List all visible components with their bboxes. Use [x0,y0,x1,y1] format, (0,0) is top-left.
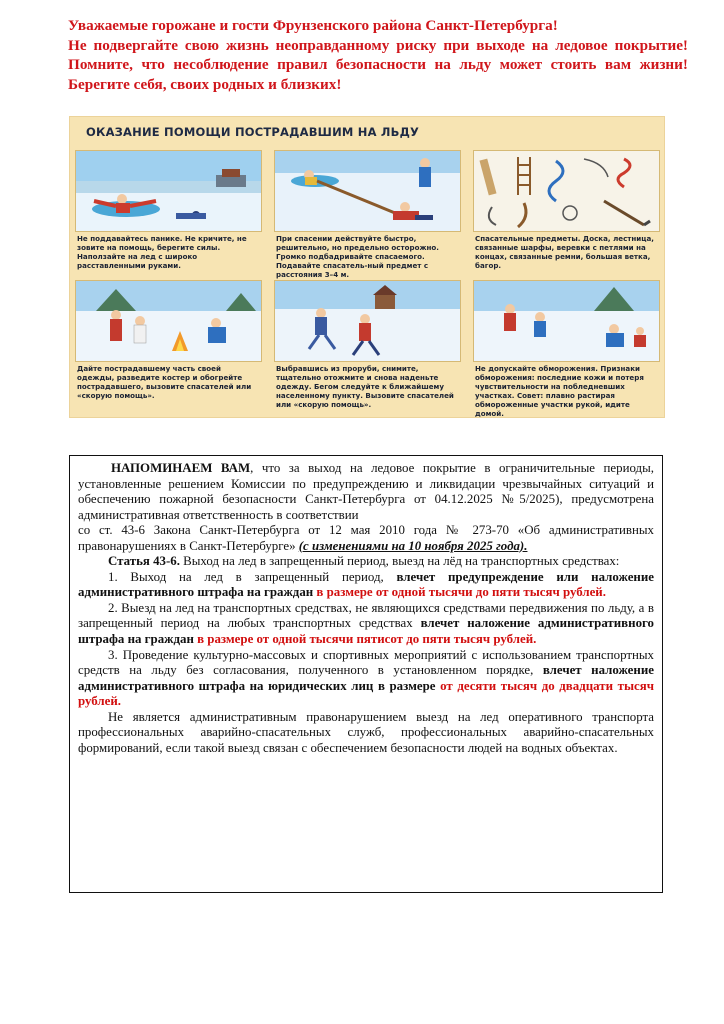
illustration-rescue-with-board [274,150,461,232]
illustration-rescue-items [473,150,660,232]
fine-amount-2: в размере от одной тысячи пятисот до пяти тысяч рублей. [197,632,537,647]
poster-caption-5: Выбравшись из проруби, снимите, тщательно отожмите и снова наденьте одежду. Бегом следуйте к ближайшему населенному пункту. Вызовите спасателей или «скорую помощь». [276,364,454,409]
poster-tile-6 [473,280,660,418]
poster-caption-4: Дайте пострадавшему часть своей одежды, разведите костер и обогрейте пострадавшего, вызовите спасателей или «скорую помощь». [77,364,252,400]
poster-caption-3: Спасательные предметы. Доска, лестница, связанные шарфы, веревки с петлями на концах, связанные ремни, большая ветка, багор. [475,234,655,270]
legal-notice-box [69,455,663,893]
notice-paragraph-law: со ст. 43-6 Закона Санкт-Петербурга от 12 мая 2010 года № 273-70 «Об административных правонарушениях в Санкт-Петербурге» (с изменениями на 10 ноября 2025 года). [78,523,654,553]
illustration-crawl-on-ice [75,150,262,232]
notice-clause-2: 2. Выезд на лед на транспортных средствах, не являющихся средствами передвижения по льду, а в запрещенный период на любых транспортных средствах влечет наложение административного штрафа на граждан в размере от одной тысячи пятисот до пяти тысяч рублей. [78,600,654,647]
poster-tile-5 [274,280,461,411]
poster-tile-3 [473,150,660,281]
poster-tile-4 [75,280,262,411]
poster-caption-2: При спасении действуйте быстро, решительно, но предельно осторожно. Громко подбадривайте спасаемого. Подавайте спасатель-ный предмет с расстояния 3–4 м. [276,234,439,279]
poster-caption-6: Не допускайте обморожения. Признаки обморожения: последние кожи и потеря чувствительности на побледневших участках. Совет: плавно растирая обмороженные участки рукой, идите домой. [475,364,644,418]
poster-tile-1 [75,150,262,281]
notice-exception: Не является административным правонарушением выезд на лед оперативного транспорта профессиональных аварийно-спасательных служб, профессиональных аварийно-спасательных формирований, если такой выезд связан с обеспечением безопасности людей на водных объектах. [78,709,654,755]
law-amendment-note: (с изменениями на 10 ноября 2025 года). [298,538,528,553]
appeal-warning: Не подвергайте свою жизнь неоправданному риску при выходе на ледовое покрытие! Помните, что несоблюдение правил безопасности на льду может стоить вам жизни! Берегите себя, своих родных и близких! [68,36,688,93]
notice-clause-3: 3. Проведение культурно-массовых и спортивных мероприятий с использованием транспортных средств на льду без согласования, полученного в установленном порядке, влечет наложение административного штрафа на юридических лиц в размере от десяти тысяч до двадцати тысяч рублей. [78,647,654,709]
appeal-greeting: Уважаемые горожане и гости Фрунзенского района Санкт-Петербурга! [68,17,558,34]
notice-clause-1: 1. Выход на лед в запрещенный период, влечет предупреждение или наложение административного штрафа на граждан в размере от одной тысячи до пяти тысяч рублей. [78,569,654,600]
poster-tile-2 [274,150,461,281]
illustration-run-to-village [274,280,461,362]
appeal-header [68,16,688,94]
ice-rescue-poster [69,116,665,418]
notice-article-heading: Статья 43-6. Выход на лед в запрещенный период, выезд на лёд на транспортных средствах: [108,554,620,569]
notice-paragraph-intro: НАПОМИНАЕМ ВАМ, что за выход на ледовое покрытие в ограничительные периоды, установленные решением Комиссии по предупреждению и ликвидации чрезвычайных ситуаций и обеспечению пожарной безопасности Санкт-Петербурга от 04.12.2025 №5/2025), предусмотрена административная ответственность в соответствии [78,461,654,522]
fine-amount-3: от десяти тысяч до двадцати тысяч рублей. [78,678,654,709]
poster-caption-1: Не поддавайтесь панике. Не кричите, не зовите на помощь, берегите силы. Наползайте на лед с широко расставленными руками. [77,234,247,270]
illustration-warming-fire [75,280,262,362]
illustration-frostbite [473,280,660,362]
fine-amount-1: в размере от одной тысячи до пяти тысяч рублей. [316,585,606,600]
poster-title: ОКАЗАНИЕ ПОМОЩИ ПОСТРАДАВШИМ НА ЛЬДУ [86,125,420,139]
